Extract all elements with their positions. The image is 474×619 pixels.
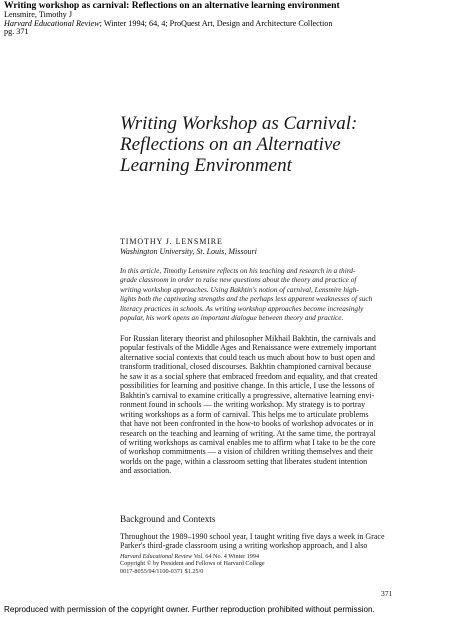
abstract-line: grade classroom in order to raise new questions about the theory and practice of bbox=[120, 275, 357, 285]
footnote-issue: Vol. 64 No. 4 Winter 1994 bbox=[192, 553, 260, 560]
body-line: writing workshops as a form of carnival. This helps me to articulate problems bbox=[120, 409, 369, 419]
body-line: he saw it as a social sphere that embraced freedom and equality, and that created bbox=[120, 371, 378, 381]
body-line: Bakhtin's carnival to examine critically a progressive, alternative learning envi- bbox=[120, 390, 375, 400]
body-line: and association. bbox=[120, 466, 172, 476]
body-line: For Russian literary theorist and philosopher Mikhail Bakhtin, the carnivals and bbox=[120, 334, 376, 343]
footnote-journal-line bbox=[120, 553, 265, 560]
database-header bbox=[4, 1, 470, 37]
footnote-journal: Harvard Educational Review bbox=[120, 553, 193, 560]
body-line: of workshop commitments — a vision of children writing themselves and their bbox=[120, 447, 373, 457]
article-title bbox=[120, 113, 420, 176]
author-affiliation: Washington University, St. Louis, Missouri bbox=[120, 247, 257, 256]
body-line: research on the teaching and learning of writing. At the same time, the portrayal bbox=[120, 428, 376, 438]
title-line: Learning Environment bbox=[120, 155, 292, 176]
article-body bbox=[120, 334, 412, 476]
abstract-line: lights both the captivating strengths and the perhaps less apparent weaknesses of such bbox=[120, 294, 373, 304]
record-citation-rest: ; Winter 1994; 64, 4; ProQuest Art, Design and Architecture Collection bbox=[99, 18, 333, 28]
body-line: possibilities for learning and positive change. In this article, I use the lessons of bbox=[120, 381, 375, 391]
record-journal: Harvard Educational Review bbox=[4, 18, 100, 28]
title-line: Reflections on an Alternative bbox=[120, 134, 341, 155]
record-page: pg. 371 bbox=[4, 27, 29, 37]
record-citation bbox=[4, 20, 470, 29]
body-line: of writing workshops as carnival enables me to affirm what I take to be the core bbox=[120, 437, 376, 447]
page-number: 371 bbox=[381, 589, 393, 598]
body-line: worlds on the page, within a classroom setting that liberates student intention bbox=[120, 456, 368, 466]
copyright-footer: Reproduced with permission of the copyright owner. Further reproduction prohibited without permission. bbox=[4, 605, 375, 614]
abstract-line: In this article, Timothy Lensmire reflects on his teaching and research in a third- bbox=[120, 266, 356, 275]
body-line: alternative social contexts that could teach us much about how to bust open and bbox=[120, 352, 375, 362]
journal-footnote bbox=[120, 553, 265, 575]
title-line: Writing Workshop as Carnival: bbox=[120, 113, 358, 134]
body-line: that have not been confronted in the how-to books of workshop advocates or in bbox=[120, 419, 374, 429]
body-line: transform traditional, closed discourses. Bakhtin championed carnival because bbox=[120, 362, 372, 372]
article-abstract bbox=[120, 266, 403, 322]
record-author: Lensmire, Timothy J bbox=[4, 10, 73, 19]
record-title: Writing workshop as carnival: Reflections on an alternative learning environment bbox=[4, 0, 340, 11]
section-line: Throughout the 1989–1990 school year, I taught writing five days a week in Grace bbox=[120, 532, 385, 541]
section-heading: Background and Contexts bbox=[120, 514, 216, 524]
abstract-line: popular, his work opens an important dialogue between theory and practice. bbox=[120, 313, 344, 323]
body-line: popular festivals of the Middle Ages and Renaissance were extremely important bbox=[120, 343, 377, 353]
footnote-code: 0017-8055/94/1100-0371 $1.25/0 bbox=[120, 567, 204, 575]
section-line: Parker's third-grade classroom using a writing workshop approach, and I also bbox=[120, 541, 368, 551]
section-body bbox=[120, 532, 412, 551]
article-author: TIMOTHY J. LENSMIRE bbox=[120, 237, 223, 246]
body-line: ronment found in schools — the writing workshop. My strategy is to portray bbox=[120, 400, 366, 410]
footnote-copyright: Copyright © by President and Fellows of Harvard College bbox=[120, 560, 265, 568]
abstract-line: writing workshop approaches. Using Bakhtin's notion of carnival, Lensmire high- bbox=[120, 284, 359, 294]
abstract-line: literacy practices in schools. As writing workshop approaches become increasingly bbox=[120, 303, 364, 313]
